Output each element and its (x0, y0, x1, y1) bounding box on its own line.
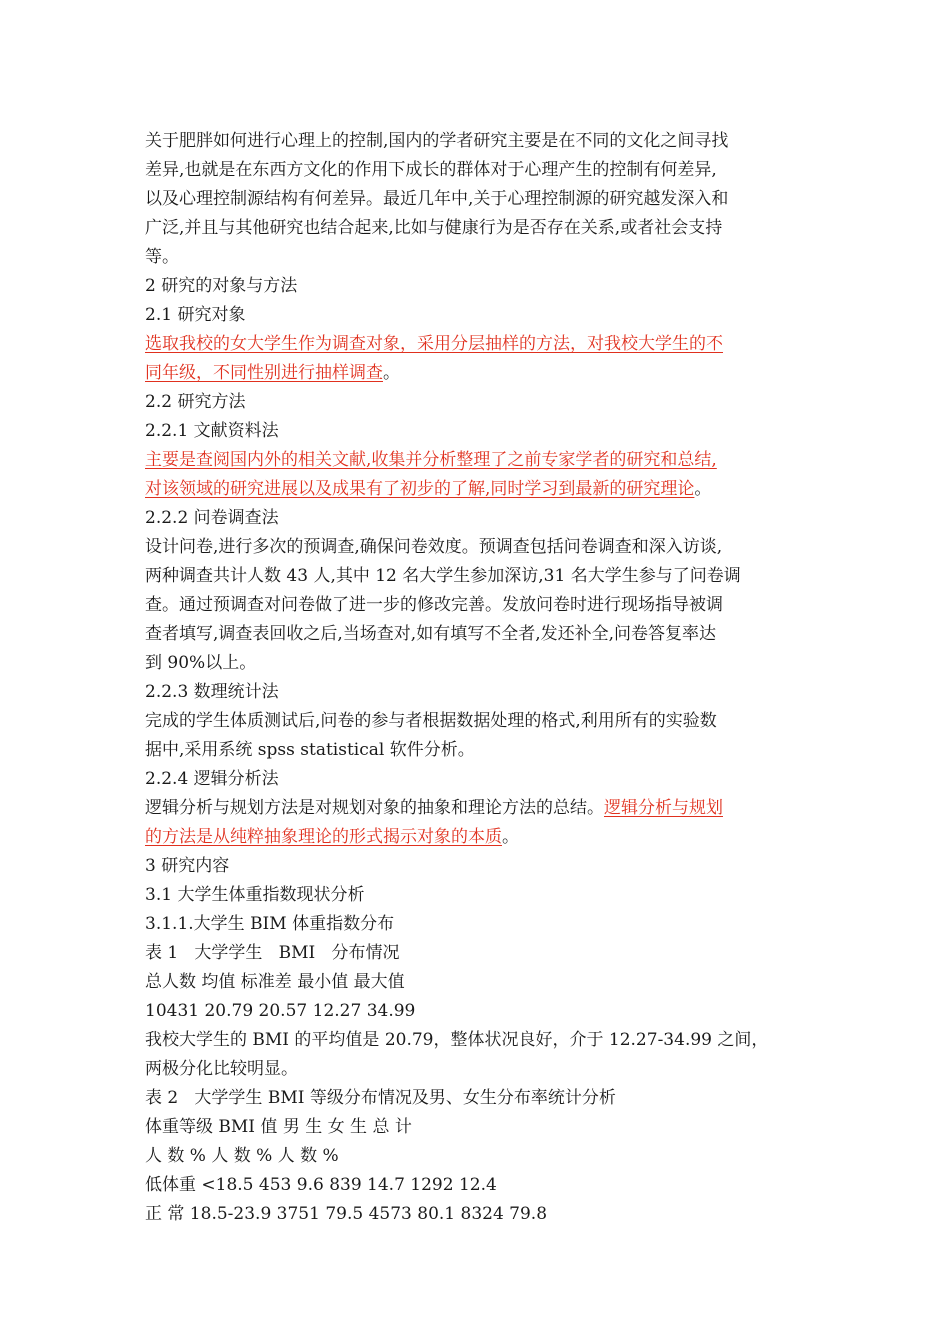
text-line: 两种调查共计人数 43 人,其中 12 名大学生参加深访,31 名大学生参与了问卷调 (145, 566, 741, 586)
text-line: 关于肥胖如何进行心理上的控制,国内的学者研究主要是在不同的文化之间寻找 (145, 131, 729, 151)
text-line: 完成的学生体质测试后,问卷的参与者根据数据处理的格式,利用所有的实验数 (145, 711, 717, 731)
table-caption: 表 2 大学学生 BMI 等级分布情况及男、女生分布率统计分析 (145, 1088, 616, 1108)
subsection-heading: 2.2 研究方法 (145, 392, 246, 412)
text-line: 查。通过预调查对问卷做了进一步的修改完善。发放问卷时进行现场指导被调 (145, 595, 723, 615)
table-header-row: 人 数 % 人 数 % 人 数 % (145, 1146, 339, 1166)
highlighted-line: 的方法是从纯粹抽象理论的形式揭示对象的本质。 (145, 827, 519, 847)
highlighted-line: 对该领域的研究进展以及成果有了初步的了解,同时学习到最新的研究理论。 (145, 479, 712, 499)
subsection-heading: 2.2.4 逻辑分析法 (145, 769, 279, 789)
table-row: 低体重 <18.5 453 9.6 839 14.7 1292 12.4 (145, 1175, 497, 1195)
highlight-text: 的方法是从纯粹抽象理论的形式揭示对象的本质 (145, 827, 502, 847)
highlighted-line: 逻辑分析与规划方法是对规划对象的抽象和理论方法的总结。逻辑分析与规划 (145, 798, 723, 818)
text-line: 两极分化比较明显。 (145, 1059, 298, 1079)
subsection-heading: 2.2.2 问卷调查法 (145, 508, 279, 528)
section-heading: 3 研究内容 (145, 856, 230, 876)
subsection-heading: 2.2.3 数理统计法 (145, 682, 279, 702)
highlighted-line (145, 446, 825, 475)
highlighted-line: 同年级，不同性别进行抽样调查。 (145, 363, 400, 383)
text-line: 差异,也就是在东西方文化的作用下成长的群体对于心理产生的控制有何差异, (145, 160, 717, 180)
text-line: 我校大学生的 BMI 的平均值是 20.79，整体状况良好，介于 12.27-34.99 之间， (145, 1030, 769, 1050)
subsection-heading: 3.1 大学生体重指数现状分析 (145, 885, 365, 905)
table-caption: 表 1 大学学生 BMI 分布情况 (145, 943, 400, 963)
section-heading: 2 研究的对象与方法 (145, 276, 298, 296)
table-header-row: 体重等级 BMI 值 男 生 女 生 总 计 (145, 1117, 412, 1137)
table-row: 正 常 18.5-23.9 3751 79.5 4573 80.1 8324 79.8 (145, 1204, 548, 1224)
highlight-text: 逻辑分析与规划 (604, 798, 723, 818)
highlighted-line (145, 330, 825, 359)
subsection-heading: 2.1 研究对象 (145, 305, 246, 325)
text-line: 据中,采用系统 spss statistical 软件分析。 (145, 740, 475, 760)
subsection-heading: 3.1.1.大学生 BIM 体重指数分布 (145, 914, 395, 934)
highlight-text: 对该领域的研究进展以及成果有了初步的了解,同时学习到最新的研究理论 (145, 479, 695, 499)
text-line: 查者填写,调查表回收之后,当场查对,如有填写不全者,发还补全,问卷答复率达 (145, 624, 717, 644)
table-header-row: 总人数 均值 标准差 最小值 最大值 (145, 972, 405, 992)
text-line: 到 90%以上。 (145, 653, 257, 673)
document-body (145, 127, 825, 1229)
highlight-text: 选取我校的女大学生作为调查对象，采用分层抽样的方法，对我校大学生的不 (145, 334, 723, 354)
highlight-text: 主要是查阅国内外的相关文献,收集并分析整理了之前专家学者的研究和总结, (145, 450, 717, 470)
text-line: 以及心理控制源结构有何差异。最近几年中,关于心理控制源的研究越发深入和 (145, 189, 729, 209)
subsection-heading: 2.2.1 文献资料法 (145, 421, 279, 441)
text-line: 广泛,并且与其他研究也结合起来,比如与健康行为是否存在关系,或者社会支持 (145, 218, 723, 238)
table-row: 10431 20.79 20.57 12.27 34.99 (145, 1001, 416, 1021)
text-line: 等。 (145, 247, 179, 267)
text-line: 设计问卷,进行多次的预调查,确保问卷效度。预调查包括问卷调查和深入访谈, (145, 537, 723, 557)
highlight-text: 同年级，不同性别进行抽样调查 (145, 363, 383, 383)
